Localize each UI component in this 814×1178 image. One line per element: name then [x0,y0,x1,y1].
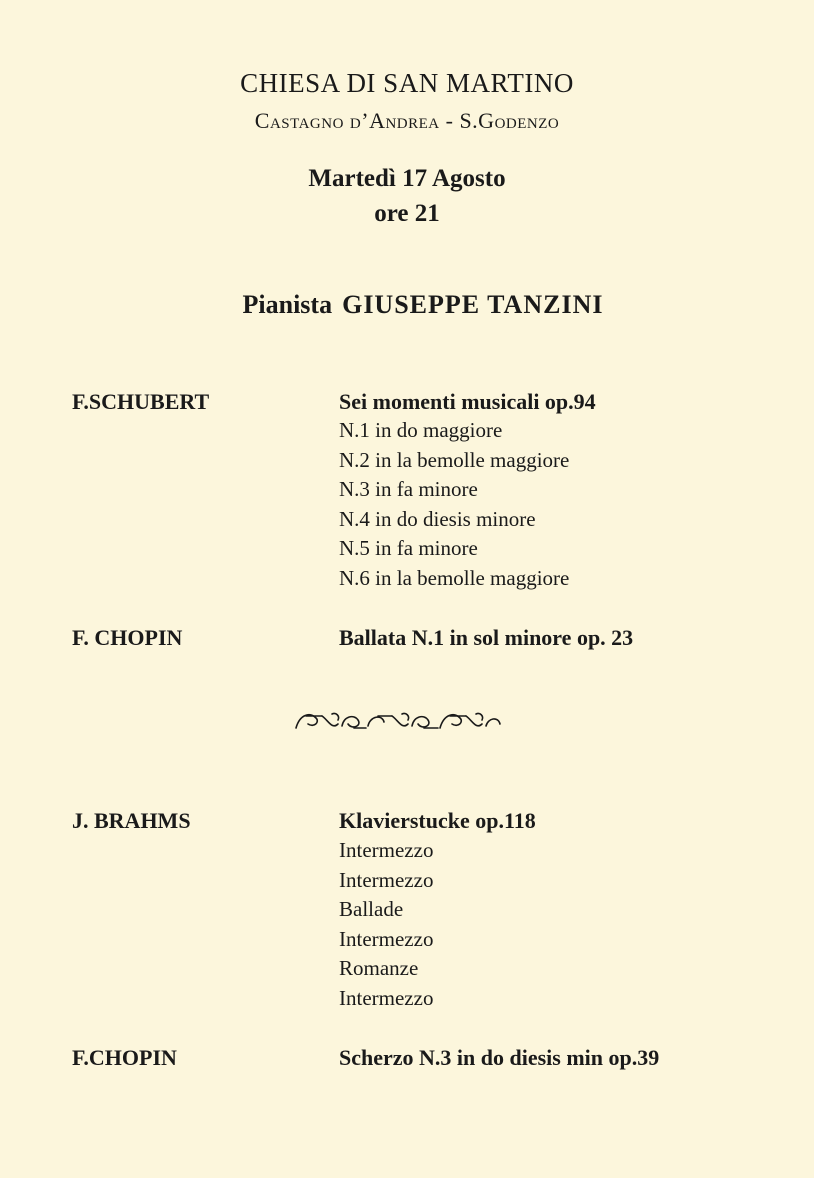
work-title: Ballata N.1 in sol minore op. 23 [339,625,634,650]
movement-item: N.6 in la bemolle maggiore [339,565,570,590]
work-title: Sei momenti musicali op.94 [339,389,596,414]
composer-name: F.SCHUBERT [72,389,210,414]
performer-role: Pianista [242,290,333,319]
movement-item: Ballade [339,897,404,921]
composer-name: F. CHOPIN [72,625,183,650]
movement-item: Intermezzo [339,985,434,1010]
movement-item: Intermezzo [339,867,434,892]
movement-item: N.3 in fa minore [339,477,478,501]
movement-item: Romanze [339,956,419,980]
movement-item: N.2 in la bemolle maggiore [339,447,570,472]
movement-list [339,416,569,593]
concert-time: ore 21 [374,200,440,227]
work-title: Klavierstucke op.118 [339,808,536,833]
movement-item: N.4 in do diesis minore [339,506,536,531]
venue-title: CHIESA DI SAN MARTINO [240,68,574,98]
movement-item: N.5 in fa minore [339,536,478,560]
movement-item: Intermezzo [339,838,434,862]
venue-location: Castagno d’Andrea - S.Godenzo [254,108,560,133]
composer-name: F.CHOPIN [72,1045,177,1070]
performer-name: GIUSEPPE TANZINI [342,290,604,319]
composer-name: J. BRAHMS [72,808,191,833]
movement-item: N.1 in do maggiore [339,418,503,442]
movement-item: Intermezzo [339,926,434,951]
concert-date: Martedì 17 Agosto [308,165,506,192]
work-title: Scherzo N.3 in do diesis min op.39 [339,1045,660,1070]
floral-divider-icon [292,706,504,736]
movement-list [339,836,433,1013]
performer-line [0,290,814,320]
